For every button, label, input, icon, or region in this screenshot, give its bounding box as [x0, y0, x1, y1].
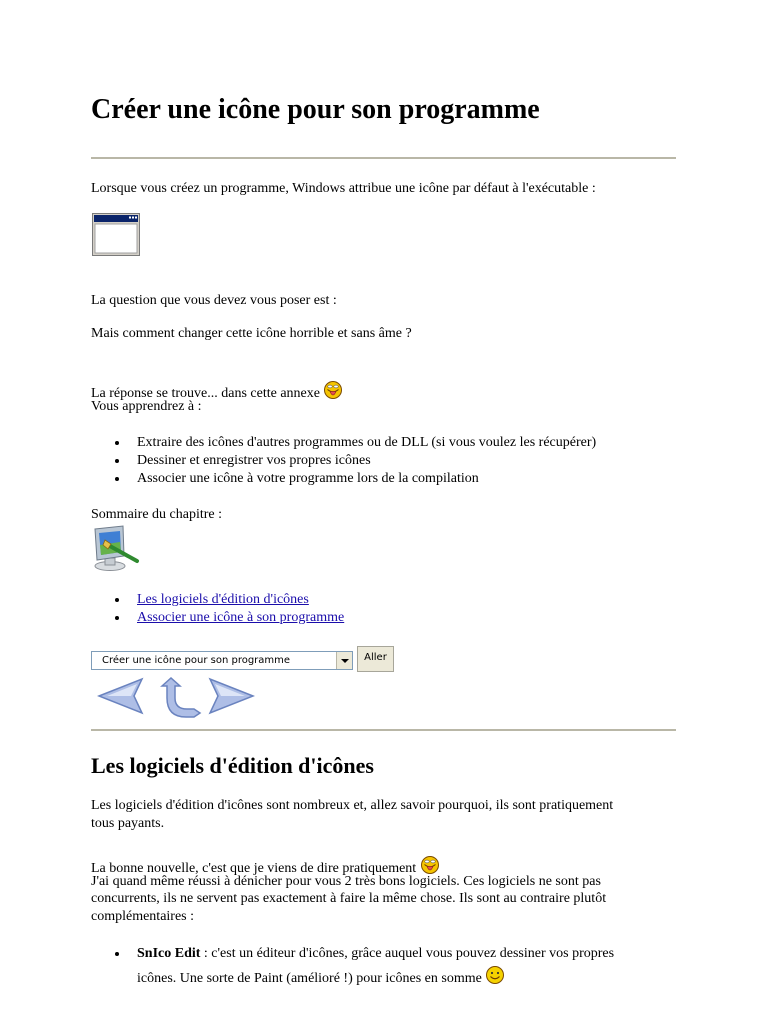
previous-arrow-icon[interactable]: [97, 676, 145, 721]
list-item: [91, 591, 344, 609]
up-arrow-icon[interactable]: [154, 676, 202, 723]
tongue-smiley-icon: [323, 380, 343, 406]
section-p2-line3: concurrents, ils ne servent pas exactement à faire la même chose. Ils sont au contraire plutôt: [91, 891, 607, 906]
summary-label: Sommaire du chapitre :: [91, 507, 223, 522]
intro-text: Lorsque vous créez un programme, Windows attribue une icône par défaut à l'exécutable :: [91, 181, 596, 196]
list-item: Dessiner et enregistrer vos propres icônes: [91, 452, 596, 470]
section-p1-line1: Les logiciels d'édition d'icônes sont nombreux et, allez savoir pourquoi, ils sont pratiquement: [91, 798, 614, 813]
chevron-down-icon[interactable]: [336, 652, 352, 669]
software-desc-line1: : c'est un éditeur d'icônes, grâce auquel vous pouvez dessiner vos propres: [200, 946, 615, 961]
link-logiciels[interactable]: Les logiciels d'édition d'icônes: [137, 592, 309, 607]
divider: [91, 157, 676, 159]
section-p2-line2: J'ai quand même réussi à dénicher pour vous 2 très bons logiciels. Ces logiciels ne sont pas: [91, 874, 601, 889]
list-item: Associer une icône à votre programme lors de la compilation: [91, 470, 596, 488]
bullet: [115, 952, 119, 956]
section-heading: Les logiciels d'édition d'icônes: [91, 753, 374, 778]
software-name: SnIco Edit: [137, 946, 201, 961]
smile-icon: [485, 965, 505, 993]
list-item: [91, 609, 344, 627]
chapter-select-value: Créer une icône pour son programme: [102, 655, 291, 666]
learn-intro: Vous apprendrez à :: [91, 399, 202, 414]
divider: [91, 729, 676, 731]
section-p2-line4: complémentaires :: [91, 909, 195, 924]
default-window-icon: [92, 213, 141, 262]
answer-text: La réponse se trouve... dans cette annexe: [91, 386, 320, 401]
software-list: [91, 943, 614, 993]
good-news-text: La bonne nouvelle, c'est que je viens de dire pratiquement: [91, 861, 417, 876]
next-arrow-icon[interactable]: [207, 676, 255, 721]
monitor-paint-icon: [92, 525, 144, 578]
list-item: [91, 943, 614, 993]
software-desc-line2: icônes. Une sorte de Paint (amélioré !) pour icônes en somme: [137, 971, 482, 986]
learn-list: [91, 434, 596, 488]
question-intro: La question que vous devez vous poser est :: [91, 293, 337, 308]
section-p1-line2: tous payants.: [91, 816, 165, 831]
list-item: Extraire des icônes d'autres programmes ou de DLL (si vous voulez les récupérer): [91, 434, 596, 452]
page-title: Créer une icône pour son programme: [91, 94, 540, 125]
go-button[interactable]: Aller: [357, 646, 394, 672]
link-associer[interactable]: Associer une icône à son programme: [137, 610, 345, 625]
question-text: Mais comment changer cette icône horrible et sans âme ?: [91, 326, 412, 341]
summary-links: [91, 591, 344, 627]
chapter-select[interactable]: [91, 651, 353, 670]
